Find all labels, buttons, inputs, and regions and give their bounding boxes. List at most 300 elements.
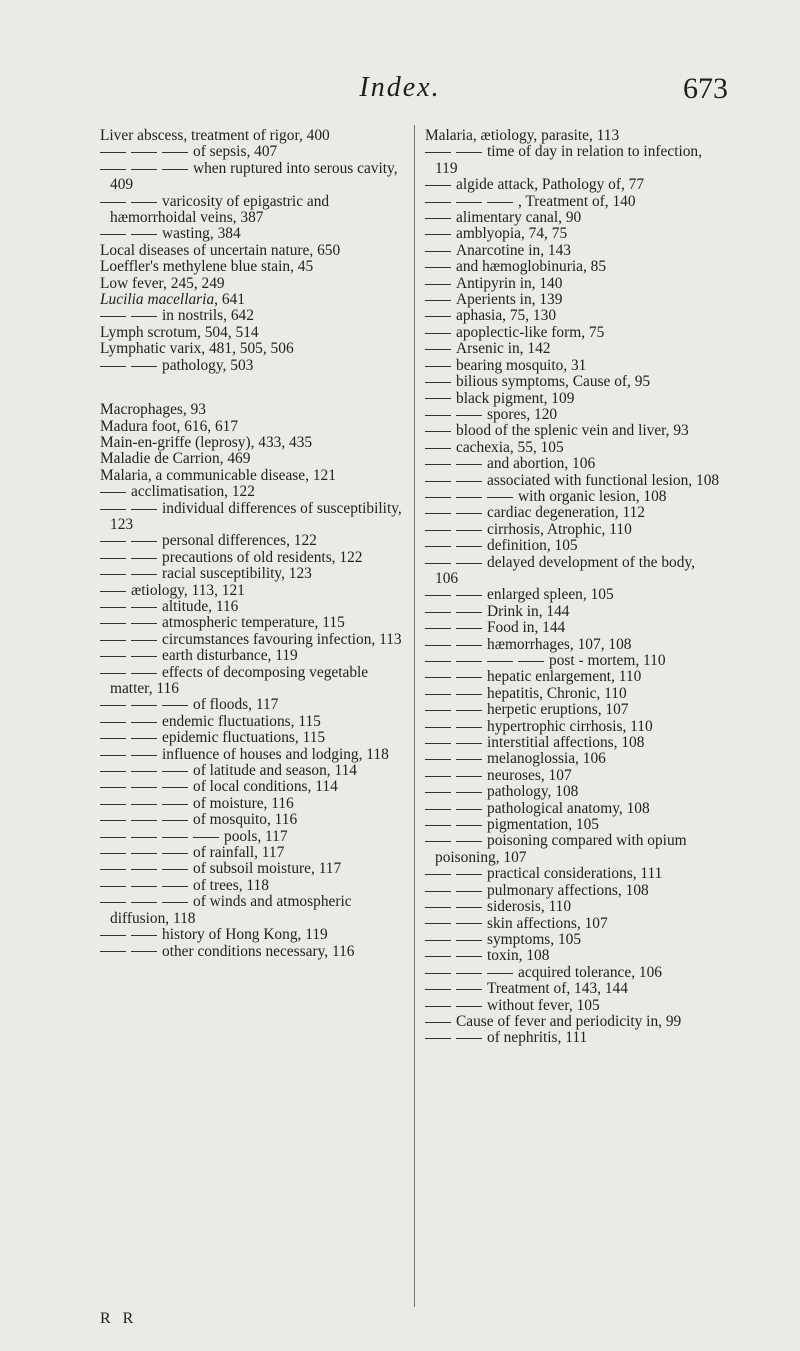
index-entry [100,845,402,861]
repeat-dash [425,1006,451,1007]
index-entry [425,358,721,374]
index-entry-text: herpetic eruptions, 107 [487,701,629,719]
repeat-dash [162,886,188,887]
index-entry [425,981,721,997]
index-entry-text: of local conditions, 114 [193,778,338,796]
index-entry-text: hypertrophic cirrhosis, 110 [487,717,653,735]
index-entry-text: Madura foot, 616, 617 [100,417,239,435]
repeat-dash [425,300,451,301]
page-title: Index. [359,72,441,103]
repeat-dash [100,853,126,854]
repeat-dash [456,152,482,153]
index-entry [100,128,402,144]
index-entry-text: acquired tolerance, 106 [518,963,663,981]
index-entry-text: ætiology, 113, 121 [131,581,245,599]
index-entry [425,899,721,915]
repeat-dash [425,448,451,449]
repeat-dash [456,907,482,908]
index-entry [425,144,721,177]
index-entry [425,226,721,242]
index-entry-text: Maladie de Carrion, 469 [100,450,251,468]
index-entry [425,1014,721,1030]
repeat-dash [425,546,451,547]
index-entry [100,259,402,275]
repeat-dash [456,776,482,777]
index-entry [425,489,721,505]
index-entry-text: pathology, 108 [487,783,579,801]
repeat-dash [425,956,451,957]
repeat-dash [131,509,157,510]
index-entry [425,194,721,210]
index-entry-text: of subsoil moisture, 117 [193,860,342,878]
index-entry [425,866,721,882]
repeat-dash [518,661,544,662]
index-entry [425,325,721,341]
index-entry-text: hepatitis, Chronic, 110 [487,684,627,702]
signature-mark: R R [100,1310,138,1327]
repeat-dash [131,755,157,756]
index-entry-text: and hæmoglobinuria, 85 [456,258,607,276]
index-entry [100,878,402,894]
index-entry [100,648,402,664]
repeat-dash [425,497,451,498]
repeat-dash [456,546,482,547]
repeat-dash [425,628,451,629]
repeat-dash [487,973,513,974]
index-entry-text: Anarcotine in, 143 [456,241,571,259]
repeat-dash [425,1038,451,1039]
repeat-dash [456,874,482,875]
index-entry-text: pathological anatomy, 108 [487,799,650,817]
index-entry-text: delayed development of the body, 106 [435,553,695,587]
index-entry-text: cardiac degeneration, 112 [487,504,645,522]
index-entry [100,341,402,357]
index-entry-text: Loeffler's methylene blue stain, 45 [100,258,314,276]
repeat-dash [162,853,188,854]
index-entry [425,423,721,439]
index-entry [425,719,721,735]
repeat-dash [131,902,157,903]
index-entry-text: amblyopia, 74, 75 [456,225,568,243]
index-entry-text: influence of houses and lodging, 118 [162,745,389,763]
repeat-dash [100,673,126,674]
repeat-dash [131,366,157,367]
section-gap [100,374,402,402]
index-entry [100,927,402,943]
index-entry-text: alimentary canal, 90 [456,209,582,227]
repeat-dash [425,940,451,941]
index-entry-text: definition, 105 [487,537,578,555]
repeat-dash [425,776,451,777]
repeat-dash [162,902,188,903]
index-entry-text: Low fever, 245, 249 [100,274,225,292]
index-entry [100,144,402,160]
index-entry [100,861,402,877]
index-entry [425,735,721,751]
index-entry [425,341,721,357]
index-entry-text: siderosis, 110 [487,898,572,916]
repeat-dash [425,431,451,432]
index-entry-text: of winds and atmospheric diffusion, 118 [110,893,352,927]
index-column-right [425,128,721,1047]
index-entry-text: wasting, 384 [162,225,241,243]
index-entry-text: Food in, 144 [487,619,566,637]
index-entry [425,604,721,620]
index-entry [425,751,721,767]
repeat-dash [425,267,451,268]
repeat-dash [425,661,451,662]
index-entry [100,501,402,534]
repeat-dash [487,497,513,498]
repeat-dash [162,820,188,821]
index-entry [100,276,402,292]
index-entry-text: bearing mosquito, 31 [456,356,587,374]
index-entry-text: spores, 120 [487,405,558,423]
repeat-dash [425,841,451,842]
repeat-dash [456,595,482,596]
index-entry [100,419,402,435]
index-entry [100,435,402,451]
repeat-dash [456,759,482,760]
index-entry [425,1030,721,1046]
repeat-dash [425,989,451,990]
repeat-dash [456,973,482,974]
repeat-dash [100,316,126,317]
index-entry [100,402,402,418]
index-entry [425,440,721,456]
repeat-dash [425,907,451,908]
repeat-dash [131,886,157,887]
index-entry [425,784,721,800]
repeat-dash [456,661,482,662]
index-entry [100,632,402,648]
index-entry [425,243,721,259]
index-entry-text: hepatic enlargement, 110 [487,668,642,686]
index-entry-text: varicosity of epigastric and hæmorrhoidal veins, 387 [110,192,330,227]
index-entry-text: , Treatment of, 140 [518,192,636,210]
index-entry [425,473,721,489]
repeat-dash [456,809,482,810]
repeat-dash [425,595,451,596]
repeat-dash [425,727,451,728]
index-entry-text: Local diseases of uncertain nature, 650 [100,241,341,259]
index-entry-text: and abortion, 106 [487,455,596,473]
index-entry [425,587,721,603]
repeat-dash [425,973,451,974]
repeat-dash [131,951,157,952]
index-entry [100,944,402,960]
index-entry-text: pigmentation, 105 [487,816,599,834]
repeat-dash [425,1022,451,1023]
repeat-dash [162,837,188,838]
index-entry [100,829,402,845]
column-divider [414,125,415,1307]
repeat-dash [162,771,188,772]
repeat-dash [100,607,126,608]
index-entry [425,702,721,718]
repeat-dash [100,558,126,559]
repeat-dash [425,316,451,317]
index-entry-text: of rainfall, 117 [193,844,285,862]
repeat-dash [100,804,126,805]
index-entry-text: cirrhosis, Atrophic, 110 [487,520,632,538]
index-entry-text: without fever, 105 [487,996,600,1014]
index-entry-text: effects of decomposing vegetable matter, 116 [110,663,369,697]
index-entry-text: Drink in, 144 [487,602,570,620]
repeat-dash [456,940,482,941]
index-entry [425,128,721,144]
repeat-dash [456,513,482,514]
index-entry [100,730,402,746]
index-entry-text: symptoms, 105 [487,930,582,948]
repeat-dash [425,677,451,678]
repeat-dash [100,738,126,739]
index-entry-text: of latitude and season, 114 [193,762,357,780]
repeat-dash [100,169,126,170]
index-entry-text: apoplectic-like form, 75 [456,323,605,341]
index-entry [100,714,402,730]
index-entry [425,456,721,472]
index-entry [425,637,721,653]
index-entry-text: Cause of fever and periodicity in, 99 [456,1012,682,1030]
index-entry-text: pools, 117 [224,827,288,845]
repeat-dash [425,234,451,235]
repeat-dash [131,705,157,706]
index-entry-text: in nostrils, 642 [162,307,254,325]
index-entry [100,325,402,341]
index-entry-text: endemic fluctuations, 115 [162,712,321,730]
repeat-dash [131,656,157,657]
index-entry [100,599,402,615]
repeat-dash [456,694,482,695]
repeat-dash [100,755,126,756]
index-entry-text: Antipyrin in, 140 [456,274,563,292]
repeat-dash [456,464,482,465]
index-entry-text: pathology, 503 [162,356,254,374]
repeat-dash [425,792,451,793]
index-entry-text: Arsenic in, 142 [456,340,551,358]
repeat-dash [100,705,126,706]
repeat-dash [131,558,157,559]
index-entry [425,801,721,817]
index-entry-text: practical considerations, 111 [487,865,663,883]
repeat-dash [456,1006,482,1007]
index-entry [425,505,721,521]
repeat-dash [131,722,157,723]
repeat-dash [100,234,126,235]
repeat-dash [131,820,157,821]
repeat-dash [100,902,126,903]
repeat-dash [456,710,482,711]
index-entry-text: with organic lesion, 108 [518,487,667,505]
repeat-dash [456,727,482,728]
index-entry-text: personal differences, 122 [162,532,317,550]
repeat-dash [456,202,482,203]
index-entry [425,669,721,685]
repeat-dash [425,513,451,514]
repeat-dash [425,563,451,564]
index-entry [100,550,402,566]
index-entry-text: blood of the splenic vein and liver, 93 [456,422,689,440]
repeat-dash [425,759,451,760]
repeat-dash [456,923,482,924]
repeat-dash [131,837,157,838]
index-entry [100,583,402,599]
index-entry-text: racial susceptibility, 123 [162,565,312,583]
index-entry-text: individual differences of susceptibility, 123 [110,499,402,533]
index-entry [425,998,721,1014]
repeat-dash [425,415,451,416]
repeat-dash [456,497,482,498]
index-entry-text: Aperients in, 139 [456,291,563,309]
index-entry-text: altitude, 116 [162,597,239,615]
index-entry [425,276,721,292]
index-entry [100,292,402,308]
repeat-dash [100,152,126,153]
index-entry [425,538,721,554]
index-entry [100,451,402,467]
repeat-dash [162,804,188,805]
repeat-dash [456,530,482,531]
index-entry-text: Malaria, a communicable disease, 121 [100,466,336,484]
index-entry [425,768,721,784]
index-entry [100,763,402,779]
repeat-dash [100,951,126,952]
index-entry [425,833,721,866]
repeat-dash [162,787,188,788]
repeat-dash [162,869,188,870]
repeat-dash [131,673,157,674]
index-entry-text: aphasia, 75, 130 [456,307,557,325]
repeat-dash [487,202,513,203]
index-entry-text: time of day in relation to infection, 119 [435,143,702,177]
index-entry-text: melanoglossia, 106 [487,750,606,768]
index-entry [100,226,402,242]
repeat-dash [100,886,126,887]
index-entry [100,779,402,795]
repeat-dash [425,218,451,219]
index-entry [425,817,721,833]
index-entry [100,194,402,227]
repeat-dash [100,640,126,641]
repeat-dash [487,661,513,662]
repeat-dash [100,202,126,203]
index-entry [100,308,402,324]
repeat-dash [425,366,451,367]
repeat-dash [100,722,126,723]
index-entry-text: interstitial affections, 108 [487,734,645,752]
repeat-dash [131,152,157,153]
repeat-dash [100,787,126,788]
index-entry-text: hæmorrhages, 107, 108 [487,635,632,653]
index-entry-text: Lymph scrotum, 504, 514 [100,323,259,341]
repeat-dash [131,202,157,203]
repeat-dash [425,694,451,695]
index-entry-text: toxin, 108 [487,947,550,965]
index-entry-text: enlarged spleen, 105 [487,586,614,604]
repeat-dash [100,591,126,592]
index-entry-text: algide attack, Pathology of, 77 [456,176,645,194]
index-column-left [100,128,402,960]
index-entry [425,883,721,899]
index-entry [425,620,721,636]
repeat-dash [100,837,126,838]
index-entry-text: of nephritis, 111 [487,1029,588,1047]
repeat-dash [456,841,482,842]
index-entry [100,812,402,828]
repeat-dash [425,743,451,744]
index-entry [100,894,402,927]
repeat-dash [100,541,126,542]
repeat-dash [100,771,126,772]
index-entry [100,358,402,374]
repeat-dash [456,677,482,678]
index-entry-text: atmospheric temperature, 115 [162,614,345,632]
repeat-dash [425,710,451,711]
repeat-dash [425,891,451,892]
index-entry-text: when ruptured into serous cavity, 409 [110,159,398,194]
page-number: 673 [683,72,728,105]
repeat-dash [131,787,157,788]
repeat-dash [131,640,157,641]
repeat-dash [131,738,157,739]
index-entry-text: epidemic fluctuations, 115 [162,729,326,747]
repeat-dash [131,623,157,624]
index-entry [100,484,402,500]
repeat-dash [131,234,157,235]
index-entry-text: Treatment of, 143, 144 [487,980,628,998]
index-entry-text: associated with functional lesion, 108 [487,471,720,489]
repeat-dash [425,874,451,875]
repeat-dash [100,509,126,510]
repeat-dash [456,1038,482,1039]
repeat-dash [131,869,157,870]
repeat-dash [425,349,451,350]
repeat-dash [456,628,482,629]
repeat-dash [456,989,482,990]
index-entry [100,566,402,582]
index-entry-text: other conditions necessary, 116 [162,942,355,960]
repeat-dash [456,825,482,826]
index-entry-text: of sepsis, 407 [193,143,278,161]
index-entry-text: Macrophages, 93 [100,401,206,419]
index-entry [425,407,721,423]
repeat-dash [425,612,451,613]
index-entry [425,948,721,964]
repeat-dash [425,284,451,285]
repeat-dash [456,891,482,892]
repeat-dash [425,382,451,383]
index-entry-text: skin affections, 107 [487,914,608,932]
repeat-dash [131,935,157,936]
repeat-dash [425,398,451,399]
repeat-dash [131,804,157,805]
repeat-dash [425,251,451,252]
repeat-dash [162,705,188,706]
repeat-dash [425,202,451,203]
index-entry [425,308,721,324]
repeat-dash [131,169,157,170]
index-entry [425,932,721,948]
repeat-dash [456,645,482,646]
repeat-dash [456,956,482,957]
index-entry-text: acclimatisation, 122 [131,483,255,501]
index-entry [425,292,721,308]
repeat-dash [425,481,451,482]
repeat-dash [425,464,451,465]
index-entry [100,243,402,259]
repeat-dash [100,492,126,493]
